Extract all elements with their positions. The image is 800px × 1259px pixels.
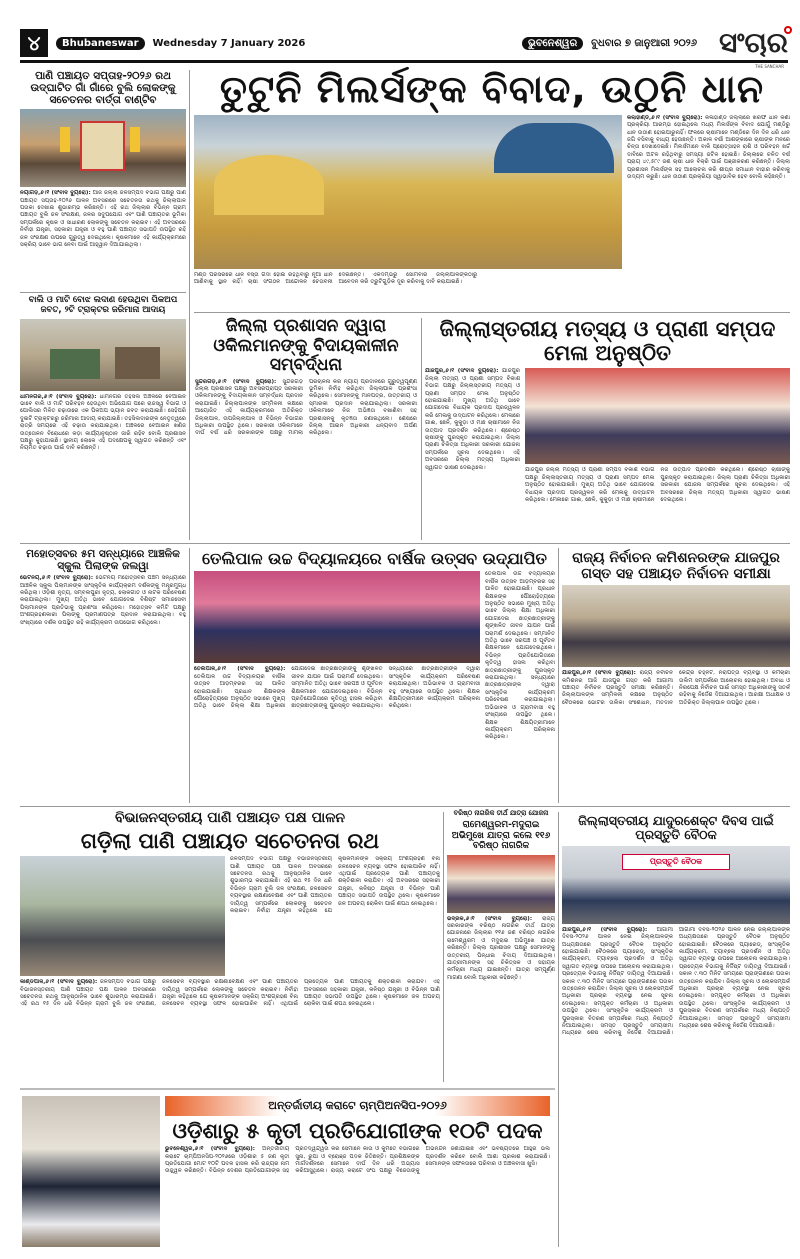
story-body: ଭୁବନେଶ୍ୱର,୬।୧ (ସଂବାଦ ବ୍ୟୁରୋ): ଅନ୍ତର୍ଜାତୀୟ କରାଟେ ଚାମ୍ପିଅନସିପ-୨୦୨୬ରେ ଓଡ଼ିଶାର ୫ ଜଣ କୃତୀ ପ୍ରତିଯୋଗୀ ମୋଟ ୧୦ଟି ପଦକ ହାସଲ କରି ରାଜ୍ୟର ନାମ ଉଜ୍ଜ୍ୱଳ କରିଛନ୍ତି। ବିଭିନ୍ନ ଦେଶର ପ୍ରତିଯୋଗୀଙ୍କ ସହ ପ୍ରତିଦ୍ୱନ୍ଦ୍ୱିତା କରି ସେମାନେ କାତା ଓ କୁମିତେ ବିଭାଗରେ ସୁନା, ରୁପା ଓ ବ୍ରୋଞ୍ଜ ପଦକ ଜିତିଛନ୍ତି। ପ୍ରଶିକ୍ଷକଙ୍କ ମାର୍ଗଦର୍ଶନରେ ସେମାନେ ଦୀର୍ଘ ଦିନ ଧରି ଅଭ୍ୟାସ କରିଆସୁଥିଲେ। ରାଜ୍ୟ କରାଟେ ସଂଘ ପକ୍ଷରୁ ବିଜେତାଙ୍କୁ ଅଭିନନ୍ଦନ ଜଣାଯାଇଛି ଏବଂ ଭବିଷ୍ୟତରେ ଆହୁରି ଭଲ ପ୍ରଦର୍ଶନ କରିବେ ବୋଲି ଆଶା ପ୍ରକାଶ କରାଯାଇଛି। ସେମାନଙ୍କ ସଫଳତାରେ ପରିବାର ଓ ଅଞ୍ଚଳବାସୀ ଖୁସି। (165, 1146, 550, 1175)
story-preparatory-meeting (562, 814, 790, 1247)
story-body: ଜଳସମ୍ପଦ ବିଭାଗ ପକ୍ଷରୁ ବିଭାଜନସ୍ତରୀୟ ପାଣି ପଞ୍ଚାୟତ ପକ୍ଷ ପାଳନ ଅବସରରେ ସଚେତନତା ରଥକୁ ଆନୁଷ୍ଠାନିକ ଭାବେ ଶୁଭାରମ୍ଭ କରାଯାଇଛି। ଏହି ରଥ ୧୫ ଦିନ ଧରି ବିଭିନ୍ନ ଗ୍ରାମ ବୁଲି ଜଳ ସଂରକ୍ଷଣ, ଜଳସେଚନ ବ୍ୟବସ୍ଥାର ରକ୍ଷଣାବେକ୍ଷଣ ଏବଂ ପାଣି ପଞ୍ଚାୟତର ଦାୟିତ୍ୱ ସମ୍ପର୍କରେ ଲୋକଙ୍କୁ ସଚେତନ କରାଇବ। ନିର୍ବାହୀ ଯନ୍ତ୍ରୀ କହିଥିଲେ ଯେ କୃଷକମାନଙ୍କ ସକ୍ରିୟ ଅଂଶଗ୍ରହଣ ବିନା ଜଳସେଚନ ବ୍ୟବସ୍ଥା ସଫଳ ହୋଇପାରିବ ନାହିଁ। ଏଥିପାଇଁ ପ୍ରତ୍ୟେକ ପାଣି ପଞ୍ଚାୟତକୁ ଶକ୍ତିଶାଳୀ କରାଯିବ। ଏହି ଅବସରରେ ସହକାରୀ ଯନ୍ତ୍ରୀ, କନିଷ୍ଠ ଯନ୍ତ୍ରୀ ଓ ବିଭିନ୍ନ ପାଣି ପଞ୍ଚାୟତ ସଭାପତି ଉପସ୍ଥିତ ଥିଲେ। କୃଷକମାନେ ଜଳ ଅପଚୟ ରୋକିବା ପାଇଁ ଶପଥ ନେଇଥିଲେ। (230, 856, 440, 915)
page-number: ୪ (20, 29, 48, 57)
story-body: ତେଲିପାଳ,୬।୧ (ସଂବାଦ ବ୍ୟୁରୋ): ତେଲିପାଳ ଉଚ୍ଚ ବିଦ୍ୟାଳୟର ବାର୍ଷିକ ଉତ୍ସବ ଆଡ଼ମ୍ବରର ସହ ପାଳିତ ହୋଇଯାଇଛି। ପ୍ରଧାନ ଶିକ୍ଷକଙ୍କ ପୌରୋହିତ୍ୟରେ ଅନୁଷ୍ଠିତ ସଭାରେ ମୁଖ୍ୟ ଅତିଥି ଭାବେ ଜିଲ୍ଲା ଶିକ୍ଷା ଅଧିକାରୀ ଯୋଗଦେଇ ଛାତ୍ରଛାତ୍ରୀଙ୍କୁ ଶୃଙ୍ଖଳିତ ଜୀବନ ଯାପନ ପାଇଁ ପରାମର୍ଶ ଦେଇଥିଲେ। ସମ୍ମାନିତ ଅତିଥି ଭାବେ ସରପଞ୍ଚ ଓ ପୂର୍ବତନ ଶିକ୍ଷକମାନେ ଯୋଗଦେଇଥିଲେ। ବିଭିନ୍ନ ପ୍ରତିଯୋଗିତାରେ କୃତିତ୍ୱ ହାସଲ କରିଥିବା ଛାତ୍ରଛାତ୍ରୀଙ୍କୁ ପୁରସ୍କୃତ କରାଯାଇଥିଲା। ସନ୍ଧ୍ୟାରେ ଛାତ୍ରଛାତ୍ରୀଙ୍କ ଦ୍ୱାରା ସାଂସ୍କୃତିକ କାର୍ଯ୍ୟକ୍ରମ ପରିବେଷଣ କରାଯାଇଥିଲା। ଅଭିଭାବକ ଓ ଗ୍ରାମବାସୀ ବହୁ ସଂଖ୍ୟାରେ ଉପସ୍ଥିତ ଥିଲେ। ଶିକ୍ଷକ ଶିକ୍ଷୟିତ୍ରୀମାନେ କାର୍ଯ୍ୟକ୍ରମ ପରିଚାଳନା କରିଥିଲେ। (194, 666, 480, 710)
story-karate-medals (22, 1096, 550, 1247)
story-body: ଯାଜପୁର,୬।୧ (ସଂବାଦ ବ୍ୟୁରୋ): ଯାଜପୁର ଜିଲ୍ଲା ମତ୍ସ୍ୟ ଓ ପ୍ରାଣୀ ସମ୍ପଦ ବିକାଶ ବିଭାଗ ପକ୍ଷରୁ ଜିଲ୍ଲାସ୍ତରୀୟ ମତ୍ସ୍ୟ ଓ ପ୍ରାଣୀ ସମ୍ପଦ ମେଳା ଅନୁଷ୍ଠିତ ହୋଇଯାଇଛି। ମୁଖ୍ୟ ଅତିଥି ଭାବେ ଯୋଗଦେଇ ବିଧାୟକ ପ୍ରଦୀପ ପ୍ରଜ୍ୱଳନ କରି ମେଳାକୁ ଉଦ୍‌ଘାଟନ କରିଥିଲେ। ମେଳାରେ ଗାଈ, ଛେଳି, କୁକୁଡ଼ା ଓ ମାଛ ଚାଷୀମାନେ ନିଜ ଉତ୍ପାଦ ପ୍ରଦର୍ଶନ କରିଥିଲେ। ଶ୍ରେଷ୍ଠ ଚାଷୀଙ୍କୁ ପୁରସ୍କୃତ କରାଯାଇଥିଲା। ଜିଲ୍ଲା ପ୍ରାଣୀ ଚିକିତ୍ସା ଅଧିକାରୀ ସରକାରୀ ଯୋଜନା ସମ୍ପର୍କରେ ସୂଚନା ଦେଇଥିଲେ। ଏହି ଅବସରରେ ଜିଲ୍ଲା ମତ୍ସ୍ୟ ଅଧିକାରୀ ସ୍ୱାଗତ ଭାଷଣ ଦେଇଥିଲେ। (425, 368, 520, 471)
story-school-children-show (20, 548, 186, 800)
photo-seized-vehicles (20, 319, 186, 391)
story-body: ଯାଜପୁର,୬।୧ (ସଂବାଦ ବ୍ୟୁରୋ): ରାଜ୍ୟ ନିର୍ବାଚନ କମିଶନର ଆଜି ଯାଜପୁର ଗସ୍ତ କରି ଆଗାମୀ ପଞ୍ଚାୟତ ନିର୍ବାଚନ ପ୍ରସ୍ତୁତି ସମୀକ୍ଷା କରିଛନ୍ତି। ଜିଲ୍ଲାପାଳଙ୍କ ସମ୍ମିଳନୀ କକ୍ଷରେ ଅନୁଷ୍ଠିତ ବୈଠକରେ ଭୋଟର ତାଲିକା ସଂଶୋଧନ, ମତଦାନ କେନ୍ଦ୍ର ଚିହ୍ନଟ, ନିରାପତ୍ତା ବ୍ୟବସ୍ଥା ଓ କର୍ମଚାରୀ ତାଲିମ ସମ୍ପର୍କରେ ଆଲୋଚନା ହୋଇଥିଲା। ଅବାଧ ଓ ନିରପେକ୍ଷ ନିର୍ବାଚନ ପାଇଁ ସମସ୍ତ ଅଧିକାରୀଙ୍କୁ ସତର୍କ ରହିବାକୁ ନିର୍ଦ୍ଦେଶ ଦିଆଯାଇଥିଲା। ଆରକ୍ଷୀ ଅଧୀକ୍ଷକ ଓ ଅତିରିକ୍ତ ଜିଲ୍ଲାପାଳ ଉପସ୍ଥିତ ଥିଲେ। (562, 670, 790, 706)
story-body: ଯାଜପୁର ଜିଲ୍ଲା ମତ୍ସ୍ୟ ଓ ପ୍ରାଣୀ ସମ୍ପଦ ବିକାଶ ବିଭାଗ ପକ୍ଷରୁ ଜିଲ୍ଲାସ୍ତରୀୟ ମତ୍ସ୍ୟ ଓ ପ୍ରାଣୀ ସମ୍ପଦ ମେଳା ଅନୁଷ୍ଠିତ ହୋଇଯାଇଛି। ମୁଖ୍ୟ ଅତିଥି ଭାବେ ଯୋଗଦେଇ ବିଧାୟକ ପ୍ରଦୀପ ପ୍ରଜ୍ୱଳନ କରି ମେଳାକୁ ଉଦ୍‌ଘାଟନ କରିଥିଲେ। ମେଳାରେ ଗାଈ, ଛେଳି, କୁକୁଡ଼ା ଓ ମାଛ ଚାଷୀମାନେ ନିଜ ଉତ୍ପାଦ ପ୍ରଦର୍ଶନ କରିଥିଲେ। ଶ୍ରେଷ୍ଠ ଚାଷୀଙ୍କୁ ପୁରସ୍କୃତ କରାଯାଇଥିଲା। ଜିଲ୍ଲା ପ୍ରାଣୀ ଚିକିତ୍ସା ଅଧିକାରୀ ସରକାରୀ ଯୋଜନା ସମ୍ପର୍କରେ ସୂଚନା ଦେଇଥିଲେ। ଏହି ଅବସରରେ ଜିଲ୍ଲା ମତ୍ସ୍ୟ ଅଧିକାରୀ ସ୍ୱାଗତ ଭାଷଣ ଦେଇଥିଲେ। (525, 467, 790, 503)
story-body: ତେଲିପାଳ ଉଚ୍ଚ ବିଦ୍ୟାଳୟର ବାର୍ଷିକ ଉତ୍ସବ ଆଡ଼ମ୍ବରର ସହ ପାଳିତ ହୋଇଯାଇଛି। ପ୍ରଧାନ ଶିକ୍ଷକଙ୍କ ପୌରୋହିତ୍ୟରେ ଅନୁଷ୍ଠିତ ସଭାରେ ମୁଖ୍ୟ ଅତିଥି ଭାବେ ଜିଲ୍ଲା ଶିକ୍ଷା ଅଧିକାରୀ ଯୋଗଦେଇ ଛାତ୍ରଛାତ୍ରୀଙ୍କୁ ଶୃଙ୍ଖଳିତ ଜୀବନ ଯାପନ ପାଇଁ ପରାମର୍ଶ ଦେଇଥିଲେ। ସମ୍ମାନିତ ଅତିଥି ଭାବେ ସରପଞ୍ଚ ଓ ପୂର୍ବତନ ଶିକ୍ଷକମାନେ ଯୋଗଦେଇଥିଲେ। ବିଭିନ୍ନ ପ୍ରତିଯୋଗିତାରେ କୃତିତ୍ୱ ହାସଲ କରିଥିବା ଛାତ୍ରଛାତ୍ରୀଙ୍କୁ ପୁରସ୍କୃତ କରାଯାଇଥିଲା। ସନ୍ଧ୍ୟାରେ ଛାତ୍ରଛାତ୍ରୀଙ୍କ ଦ୍ୱାରା ସାଂସ୍କୃତିକ କାର୍ଯ୍ୟକ୍ରମ ପରିବେଷଣ କରାଯାଇଥିଲା। ଅଭିଭାବକ ଓ ଗ୍ରାମବାସୀ ବହୁ ସଂଖ୍ୟାରେ ଉପସ୍ଥିତ ଥିଲେ। ଶିକ୍ଷକ ଶିକ୍ଷୟିତ୍ରୀମାନେ କାର୍ଯ୍ୟକ୍ରମ ପରିଚାଳନା କରିଥିଲେ। (485, 571, 555, 741)
meeting-banner: ପ୍ରସ୍ତୁତି ବୈଠକ (622, 854, 730, 870)
photo-ratha-launch (20, 109, 186, 187)
lead-story (194, 68, 790, 310)
story-body: ଭଦ୍ରକ,୬।୧ (ସଂବାଦ ବ୍ୟୁରୋ): ରାଜ୍ୟ ସରକାରଙ୍କ ବରିଷ୍ଠ ନାଗରିକ ତୀର୍ଥ ଯାତ୍ରା ଯୋଜନାରେ ଜିଲ୍ଲାର ୧୧୬ ଜଣ ବରିଷ୍ଠ ନାଗରିକ ରାମେଶ୍ୱରମ ଓ ମଦୁରାଇ ଅଭିମୁଖେ ଯାତ୍ରା କରିଛନ୍ତି। ଜିଲ୍ଲା ପ୍ରଶାସନ ପକ୍ଷରୁ ସେମାନଙ୍କୁ ଉତ୍ତରୀୟ ପିନ୍ଧାଇ ବିଦାୟ ଦିଆଯାଇଥିଲା। ଯାତ୍ରୀମାନଙ୍କ ସହ ଚିକିତ୍ସକ ଓ ସହାୟକ କର୍ମଚାରୀ ମଧ୍ୟ ଯାଇଛନ୍ତି। ଯାତ୍ରା ସମ୍ପୂର୍ଣ୍ଣ ମାଗଣା ବୋଲି ଅଧିକାରୀ କହିଛନ୍ତି। (447, 915, 555, 981)
story-body: କଲାହାଣ୍ଡି,୬।୧ (ସଂବାଦ ବ୍ୟୁରୋ): କଳାହାଣ୍ଡି ଜିଲ୍ଲାରେ ଖରିଫ ଧାନ କିଣା ପ୍ରକ୍ରିୟା ଆରମ୍ଭ ହୋଇଥିଲେ ମଧ୍ୟ ମିଲର୍ସଙ୍କ ବିବାଦ ଯୋଗୁଁ ମଣ୍ଡିରୁ ଧାନ ଉଠାଣ ହୋଇପାରୁନାହିଁ। ଫଳରେ ଚାଷୀମାନେ ମଣ୍ଡିରେ ଦିନ ଦିନ ଧରି ଧାନ ଜଗି ବସିବାକୁ ବାଧ୍ୟ ହେଉଛନ୍ତି। ଅକାଳ ବର୍ଷା ଆଶଙ୍କାରେ ଚାଷୀଙ୍କ ମନରେ ଚିନ୍ତା ଦେଖାଦେଇଛି। ମିଲର୍ସମାନେ ବାକି ପ୍ରୋତ୍ସାହନ ରାଶି ଓ ପରିବହନ ଖର୍ଚ୍ଚ ଦାବିରେ ଅଟଳ ରହିଥିବାରୁ ସମସ୍ୟା ଜଟିଳ ହୋଇଛି। ଜିଲ୍ଲାରେ ଚଳିତ ବର୍ଷ ପ୍ରାୟ ୪୯,୫୮୯ ଜଣ ଚାଷୀ ଧାନ ବିକ୍ରି ପାଇଁ ପଞ୍ଜୀକରଣ କରିଛନ୍ତି। ଜିଲ୍ଲା ପ୍ରଶାସନ ମିଲର୍ସଙ୍କ ସହ ଆଲୋଚନା କରି ଶୀଘ୍ର ସମାଧାନ ବାହାର କରିବାକୁ ଉଦ୍ୟମ କରୁଛି। ଧାନ ଉଠାଣ ପ୍ରକ୍ରିୟା ସ୍ୱାଭାବିକ ହେବ ବୋଲି କହିଛନ୍ତି। (627, 114, 790, 180)
photo-fair-dignitaries (525, 368, 790, 464)
headline-fisheries-fair: ଜିଲ୍ଲାସ୍ତରୀୟ ମତ୍ସ୍ୟ ଓ ପ୍ରାଣୀ ସମ୍ପଦ ମେଳା ଅନୁଷ୍ଠିତ (439, 317, 776, 366)
story-lawyers-felicitation (195, 317, 417, 540)
headline-kicker-pani-panchayat: ବିଭାଜନସ୍ତରୀୟ ପାଣି ପଞ୍ଚାୟତ ପକ୍ଷ ପାଳନ (115, 810, 345, 826)
logo-dot-icon (784, 26, 792, 34)
story-pani-panchayat-ratha (20, 70, 186, 290)
logo-tagline: THE SANCHAR (755, 64, 784, 69)
photo-awareness-ratha (20, 856, 225, 976)
headline-sand-seizure: ବାଲି ଓ ମାଟି ବୋଝ ଲଦାଣ ହେଉଥିବା ପିକଅପ ଜବତ, ୨ଟି ଟ୍ରାକ୍ଟର ଜରିମାନା ଆଦାୟ (28, 295, 178, 315)
edition-city-badge-odia: ଭୁବନେଶ୍ୱର (522, 37, 583, 50)
story-body: ସୁନ୍ଦରଗଡ଼,୬।୧ (ସଂବାଦ ବ୍ୟୁରୋ): ସୁନ୍ଦରଗଡ଼ ଜିଲ୍ଲା ପ୍ରଶାସନ ପକ୍ଷରୁ ଅବସରପ୍ରାପ୍ତ ସରକାରୀ ଓକିଲମାନଙ୍କୁ ବିଦାୟକାଳୀନ ସମ୍ବର୍ଦ୍ଧନା ପ୍ରଦାନ କରାଯାଇଛି। ଜିଲ୍ଲାପାଳଙ୍କ ସମ୍ମିଳନୀ କକ୍ଷରେ ଆୟୋଜିତ ଏହି କାର୍ଯ୍ୟକ୍ରମରେ ଅତିରିକ୍ତ ଜିଲ୍ଲାପାଳ, ଉପଜିଲ୍ଲାପାଳ ଓ ବିଭିନ୍ନ ବିଭାଗର ଅଧିକାରୀ ଉପସ୍ଥିତ ଥିଲେ। ସରକାରୀ ଓକିଲମାନେ ଦୀର୍ଘ ବର୍ଷ ଧରି ସରକାରଙ୍କ ପକ୍ଷରୁ ମାମଲା ପରିଚାଳନା କରି ନ୍ୟାୟ ପ୍ରଦାନରେ ଗୁରୁତ୍ୱପୂର୍ଣ୍ଣ ଭୂମିକା ନିର୍ବାହ କରିଥିବା ଜିଲ୍ଲାପାଳ ପ୍ରଶଂସା କରିଥିଲେ। ସେମାନଙ୍କୁ ମାନପତ୍ର, ଉତ୍ତରୀୟ ଓ ସ୍ମାରକୀ ପ୍ରଦାନ କରାଯାଇଥିଲା। ସରକାରୀ ଓକିଲମାନେ ନିଜ ଅଭିଜ୍ଞତା ବଖାଣିବା ସହ ପ୍ରଶାସନକୁ କୃତଜ୍ଞତା ଜଣାଇଥିଲେ। ଶେଷରେ ଜିଲ୍ଲା ଆଇନ ଅଧିକାରୀ ଧନ୍ୟବାଦ ଅର୍ପଣ କରିଥିଲେ। (195, 378, 417, 437)
headline-pani-panchayat-ratha: ପାଣି ପଞ୍ଚାୟତ ସପ୍ତାହ-୨୦୨୬ ରଥ ଉଦ୍‌ଘାଟିତ ଗାଁ ଗାଁରେ ବୁଲି ଲୋକଙ୍କୁ ସଚେତନର ବାର୍ତ୍ତା ବାଣ୍ଟିବ (30, 70, 176, 107)
photo-meeting (562, 846, 790, 924)
headline-senior-citizens-pilgrimage: ରାମେଶ୍ୱରମ-ମଦୁରାଇ ଅଭିମୁଖେ ଯାତ୍ରା କଲେ ୧୧୬ ବରିଷ୍ଠ ନାଗରିକ (451, 820, 551, 852)
photo-paddy-mandi (194, 115, 622, 269)
newspaper-logo: ସଂଚାର (719, 26, 788, 59)
edition-date: Wednesday 7 January 2026 (152, 37, 306, 49)
story-awareness-ratha (20, 810, 440, 1082)
story-body: ନୟାଗଡ଼,୬।୧ (ସଂବାଦ ବ୍ୟୁରୋ): ଆଜି ଜିଲ୍ଲା ଜଳସମ୍ପଦ ବିଭାଗ ପକ୍ଷରୁ ପାଣି ପଞ୍ଚାୟତ ସପ୍ତାହ-୨୦୨୬ ପାଳନ ଅବସରରେ ସଚେତନତା ରଥକୁ ଜିଲ୍ଲାପାଳ ପତାକା ଦେଖାଇ ଶୁଭାରମ୍ଭ କରିଛନ୍ତି। ଏହି ରଥ ଜିଲ୍ଲାର ବିଭିନ୍ନ ଗ୍ରାମ ପଞ୍ଚାୟତ ବୁଲି ଜଳ ସଂରକ୍ଷଣ, ଜଳର ସଦୁପଯୋଗ ଏବଂ ପାଣି ପଞ୍ଚାୟତର ଭୂମିକା ସମ୍ପର୍କରେ କୃଷକ ଓ ସାଧାରଣ ଲୋକଙ୍କୁ ସଚେତନ କରାଇବ। ଏହି ଅବସରରେ ନିର୍ବାହୀ ଯନ୍ତ୍ରୀ, ସହକାରୀ ଯନ୍ତ୍ରୀ ଓ ବହୁ ପାଣି ପଞ୍ଚାୟତ ସଭାପତି ଉପସ୍ଥିତ ରହି ଜଳ ସଂରକ୍ଷଣ ଉପରେ ଗୁରୁତ୍ୱ ଦେଇଥିଲେ। କୃଷକମାନେ ଏହି କାର୍ଯ୍ୟକ୍ରମରେ ସକ୍ରିୟ ଭାବେ ଭାଗ ନେବା ପାଇଁ ଆହ୍ୱାନ ଦିଆଯାଇଥିଲା। (20, 190, 186, 249)
lead-headline: ତୁଟୁନି ମିଲର୍ସଙ୍କ ବିବାଦ, ଉଠୁନି ଧାନ (219, 67, 765, 111)
story-body: ମଣ୍ଡି ପରିସରରେ ଧାନ ବସ୍ତା ଗଦା ହୋଇ ରହିଥିବାରୁ ନୂଆ ଧାନ ଆଣିବାକୁ ସ୍ଥାନ ନାହିଁ। ଚାଷୀ ସଂଗଠନ ଆନ୍ଦୋଳନ ଚେତାବନୀ ଦେଇଛନ୍ତି। ଏକଦମ୍ଭରୁ ସୋମବାର ଜିଲ୍ଲାପାଳଙ୍କଠାରୁ ଆବେଦନ କରି ତ୍ରୁଟିଗୁଡ଼ିକ ଦୂର କରିବାକୁ ଦାବି କରାଯାଇଛି। (194, 272, 478, 286)
story-election-commissioner-visit (562, 550, 790, 800)
story-fisheries-fair (425, 317, 790, 540)
photo-review-meeting (562, 585, 790, 667)
story-sand-seizure (20, 296, 186, 540)
story-body: ଯାଜପୁର,୬।୧ (ସଂବାଦ ବ୍ୟୁରୋ): ଆଗାମୀ ଦିବସ-୨୦୨୬ ପାଳନ ନେଇ ଜିଲ୍ଲାପାଳଙ୍କ ଅଧ୍ୟକ୍ଷତାରେ ପ୍ରସ୍ତୁତି ବୈଠକ ଅନୁଷ୍ଠିତ ହୋଇଯାଇଛି। ବୈଠକରେ ପ୍ୟାରେଡ୍, ସାଂସ୍କୃତିକ କାର୍ଯ୍ୟକ୍ରମ, ଟ୍ୟାବ୍ଲୋ ପ୍ରଦର୍ଶନ ଓ ଅତିଥି ସ୍ୱାଗତ ବ୍ୟବସ୍ଥା ଉପରେ ଆଲୋଚନା କରାଯାଇଥିଲା। ପ୍ରତ୍ୟେକ ବିଭାଗକୁ ନିର୍ଦ୍ଦିଷ୍ଟ ଦାୟିତ୍ୱ ଦିଆଯାଇଛି। ସକାଳ ୯.୩୦ ମିନିଟ ସମୟରେ ପ୍ରାଙ୍ଗଣରେ ପତାକା ଉତ୍ତୋଳନ କରାଯିବ। ଜିଲ୍ଲା ସୂଚନା ଓ ଲୋକସମ୍ପର୍କ ଅଧିକାରୀ ପ୍ରଚାର ବ୍ୟବସ୍ଥା ନେଇ ସୂଚନା ଦେଇଥିଲେ। ସମ୍ପୃକ୍ତ କର୍ମଚାରୀ ଓ ଅଧିକାରୀ ଉପସ୍ଥିତ ଥିଲେ। ସାଂସ୍କୃତିକ କାର୍ଯ୍ୟକ୍ରମ ଓ ପୁରସ୍କାର ବିତରଣ ସମ୍ପର୍କରେ ମଧ୍ୟ ନିଷ୍ପତ୍ତି ନିଆଯାଇଥିଲା। ସମସ୍ତ ପ୍ରସ୍ତୁତି ସମୟସୀମା ମଧ୍ୟରେ ଶେଷ କରିବାକୁ ନିର୍ଦ୍ଦେଶ ଦିଆଯାଇଛି। ଆଗାମୀ ଦିବସ-୨୦୨୬ ପାଳନ ନେଇ ଜିଲ୍ଲାପାଳଙ୍କ ଅଧ୍ୟକ୍ଷତାରେ ପ୍ରସ୍ତୁତି ବୈଠକ ଅନୁଷ୍ଠିତ ହୋଇଯାଇଛି। ବୈଠକରେ ପ୍ୟାରେଡ୍, ସାଂସ୍କୃତିକ କାର୍ଯ୍ୟକ୍ରମ, ଟ୍ୟାବ୍ଲୋ ପ୍ରଦର୍ଶନ ଓ ଅତିଥି ସ୍ୱାଗତ ବ୍ୟବସ୍ଥା ଉପରେ ଆଲୋଚନା କରାଯାଇଥିଲା। ପ୍ରତ୍ୟେକ ବିଭାଗକୁ ନିର୍ଦ୍ଦିଷ୍ଟ ଦାୟିତ୍ୱ ଦିଆଯାଇଛି। ସକାଳ ୯.୩୦ ମିନିଟ ସମୟରେ ପ୍ରାଙ୍ଗଣରେ ପତାକା ଉତ୍ତୋଳନ କରାଯିବ। ଜିଲ୍ଲା ସୂଚନା ଓ ଲୋକସମ୍ପର୍କ ଅଧିକାରୀ ପ୍ରଚାର ବ୍ୟବସ୍ଥା ନେଇ ସୂଚନା ଦେଇଥିଲେ। ସମ୍ପୃକ୍ତ କର୍ମଚାରୀ ଓ ଅଧିକାରୀ ଉପସ୍ଥିତ ଥିଲେ। ସାଂସ୍କୃତିକ କାର୍ଯ୍ୟକ୍ରମ ଓ ପୁରସ୍କାର ବିତରଣ ସମ୍ପର୍କରେ ମଧ୍ୟ ନିଷ୍ପତ୍ତି ନିଆଯାଇଥିଲା। ସମସ୍ତ ପ୍ରସ୍ତୁତି ସମୟସୀମା ମଧ୍ୟରେ ଶେଷ କରିବାକୁ ନିର୍ଦ୍ଦେଶ ଦିଆଯାଇଛି। (562, 926, 790, 1037)
kicker-karate-championship: ଅନ୍ତର୍ଜାତୀୟ କରାଟେ ଚାମ୍ପିଅନସିପ-୨୦୨୬ (165, 1096, 550, 1116)
story-body: ଧାମନଗର,୬।୧ (ସଂବାଦ ବ୍ୟୁରୋ): ଧାମନଗର ତହସିଲ ଅଞ୍ଚଳରେ ବେଆଇନ ଭାବେ ବାଲି ଓ ମାଟି ପରିବହନ ହେଉଥିବା ଅଭିଯୋଗ ପରେ ରାଜସ୍ୱ ବିଭାଗ ଓ ପୋଲିସର ମିଳିତ ଚଢ଼ାଉରେ ଏକ ପିକଅପ ଭ୍ୟାନ ଜବତ କରାଯାଇଛି। ସେହିପରି ଦୁଇଟି ଟ୍ରାକ୍ଟରରୁ ଜରିମାନା ଆଦାୟ କରାଯାଇଛି। ତହସିଲଦାରଙ୍କ ନେତୃତ୍ୱରେ ରାତ୍ରି ସମୟରେ ଏହି ଚଢ଼ାଉ କରାଯାଇଥିଲା। ଅଞ୍ଚଳରେ ବେଆଇନ ଖଣିଜ ଉତ୍ତୋଳନ ବିରୋଧରେ କଡ଼ା କାର୍ଯ୍ୟାନୁଷ୍ଠାନ ଜାରି ରହିବ ବୋଲି ପ୍ରଶାସନ ପକ୍ଷରୁ କୁହାଯାଇଛି। ସ୍ଥାନୀୟ ଲୋକେ ଏହି ପଦକ୍ଷେପକୁ ସ୍ୱାଗତ କରିଛନ୍ତି ଏବଂ ନିୟମିତ ଚଢ଼ାଉ ପାଇଁ ଦାବି କରିଛନ୍ତି। (20, 393, 186, 452)
headline-lawyers-felicitation: ଜିଲ୍ଲା ପ୍ରଶାସନ ଦ୍ୱାରା ଓକିଲମାନଙ୍କୁ ବିଦାୟକାଳୀନ ସମ୍ବର୍ଦ୍ଧନା (213, 316, 399, 376)
photo-pilgrims (447, 855, 555, 913)
story-body: ଭେଟନୟ,୬।୧ (ସଂବାଦ ବ୍ୟୁରୋ): ଭେଟନୟ ମହୋତ୍ସବର ପଞ୍ଚମ ସନ୍ଧ୍ୟାରେ ଆଞ୍ଚଳିକ ସ୍କୁଲ ପିଲାମାନଙ୍କ ସାଂସ୍କୃତିକ କାର୍ଯ୍ୟକ୍ରମ ଦର୍ଶକଙ୍କୁ ମନ୍ତ୍ରମୁଗ୍ଧ କରିଥିଲା। ଓଡ଼ିଶୀ ନୃତ୍ୟ, ସମ୍ବଲପୁରୀ ନୃତ୍ୟ, ଲୋକଗୀତ ଓ ନାଟକ ପରିବେଷଣ କରାଯାଇଥିଲା। ମୁଖ୍ୟ ଅତିଥି ଭାବେ ଯୋଗଦେଇ ବିଶିଷ୍ଟ ସମାଜସେବୀ ପିଲାମାନଙ୍କ ପ୍ରତିଭାକୁ ପ୍ରଶଂସା କରିଥିଲେ। ମହୋତ୍ସବ କମିଟି ପକ୍ଷରୁ ଅଂଶଗ୍ରହଣକାରୀ ପିଲାଙ୍କୁ ପ୍ରମାଣପତ୍ର ପ୍ରଦାନ କରାଯାଇଥିଲା। ବହୁ ସଂଖ୍ୟାରେ ଦର୍ଶକ ଉପସ୍ଥିତ ରହି କାର୍ଯ୍ୟକ୍ରମ ଉପଭୋଗ କରିଥିଲେ। (20, 575, 186, 626)
photo-karate-winners (22, 1096, 160, 1247)
headline-election-commissioner-visit: ରାଜ୍ୟ ନିର୍ବାଚନ କମିଶନରଙ୍କ ଯାଜପୁର ଗସ୍ତ ସହ ପଞ୍ଚାୟତ ନିର୍ବାଚନ ସମୀକ୍ଷା (572, 550, 780, 583)
headline-school-children-show: ମହୋତ୍ସବର ୫ମ ସନ୍ଧ୍ୟାରେ ଆଞ୍ଚଳିକ ସ୍କୁଲ ପିଲାଙ୍କ ଜଲୱା (26, 548, 180, 573)
headline-annual-function: ତେଲିପାଳ ଉଚ୍ଚ ବିଦ୍ୟାଳୟରେ ବାର୍ଷିକ ଉତ୍ସବ ଉଦ୍‌ଯାପିତ (202, 549, 547, 568)
story-body: କାଣ୍ଡପାଳ,୬।୧ (ସଂବାଦ ବ୍ୟୁରୋ): ଜଳସମ୍ପଦ ବିଭାଗ ପକ୍ଷରୁ ବିଭାଜନସ୍ତରୀୟ ପାଣି ପଞ୍ଚାୟତ ପକ୍ଷ ପାଳନ ଅବସରରେ ସଚେତନତା ରଥକୁ ଆନୁଷ୍ଠାନିକ ଭାବେ ଶୁଭାରମ୍ଭ କରାଯାଇଛି। ଏହି ରଥ ୧୫ ଦିନ ଧରି ବିଭିନ୍ନ ଗ୍ରାମ ବୁଲି ଜଳ ସଂରକ୍ଷଣ, ଜଳସେଚନ ବ୍ୟବସ୍ଥାର ରକ୍ଷଣାବେକ୍ଷଣ ଏବଂ ପାଣି ପଞ୍ଚାୟତର ଦାୟିତ୍ୱ ସମ୍ପର୍କରେ ଲୋକଙ୍କୁ ସଚେତନ କରାଇବ। ନିର୍ବାହୀ ଯନ୍ତ୍ରୀ କହିଥିଲେ ଯେ କୃଷକମାନଙ୍କ ସକ୍ରିୟ ଅଂଶଗ୍ରହଣ ବିନା ଜଳସେଚନ ବ୍ୟବସ୍ଥା ସଫଳ ହୋଇପାରିବ ନାହିଁ। ଏଥିପାଇଁ ପ୍ରତ୍ୟେକ ପାଣି ପଞ୍ଚାୟତକୁ ଶକ୍ତିଶାଳୀ କରାଯିବ। ଏହି ଅବସରରେ ସହକାରୀ ଯନ୍ତ୍ରୀ, କନିଷ୍ଠ ଯନ୍ତ୍ରୀ ଓ ବିଭିନ୍ନ ପାଣି ପଞ୍ଚାୟତ ସଭାପତି ଉପସ୍ଥିତ ଥିଲେ। କୃଷକମାନେ ଜଳ ଅପଚୟ ରୋକିବା ପାଇଁ ଶପଥ ନେଇଥିଲେ। (20, 979, 440, 1008)
kicker-pilgrimage-scheme: ବରିଷ୍ଠ ନାଗରିକ ତୀର୍ଥ ଯାତ୍ରା ଯୋଜନା (453, 809, 549, 817)
edition-date-odia: ବୁଧବାର ୭ ଜାନୁଆରୀ ୨୦୨୬ (591, 37, 697, 49)
photo-annual-function (194, 571, 480, 663)
masthead (20, 26, 788, 60)
edition-city-badge: Bhubaneswar (56, 37, 145, 50)
header-rule (20, 60, 788, 63)
story-annual-function (194, 550, 555, 800)
headline-karate-medals: ଓଡ଼ିଶାରୁ ୫ କୃତୀ ପ୍ରତିଯୋଗୀଙ୍କ ୧୦ଟି ପଦକ (172, 1119, 543, 1143)
headline-awareness-ratha: ଗଡ଼ିଲା ପାଣି ପଞ୍ଚାୟତ ସଚେତନତା ରଥ (80, 829, 380, 854)
story-senior-citizens-pilgrimage (447, 810, 555, 1082)
headline-preparatory-meeting: ଜିଲ୍ଲାସ୍ତରୀୟ ଯାଦୁରଶେକ୍ଟ ଦିବସ ପାଇଁ ପ୍ରସ୍ତୁତି ବୈଠକ (578, 813, 774, 843)
